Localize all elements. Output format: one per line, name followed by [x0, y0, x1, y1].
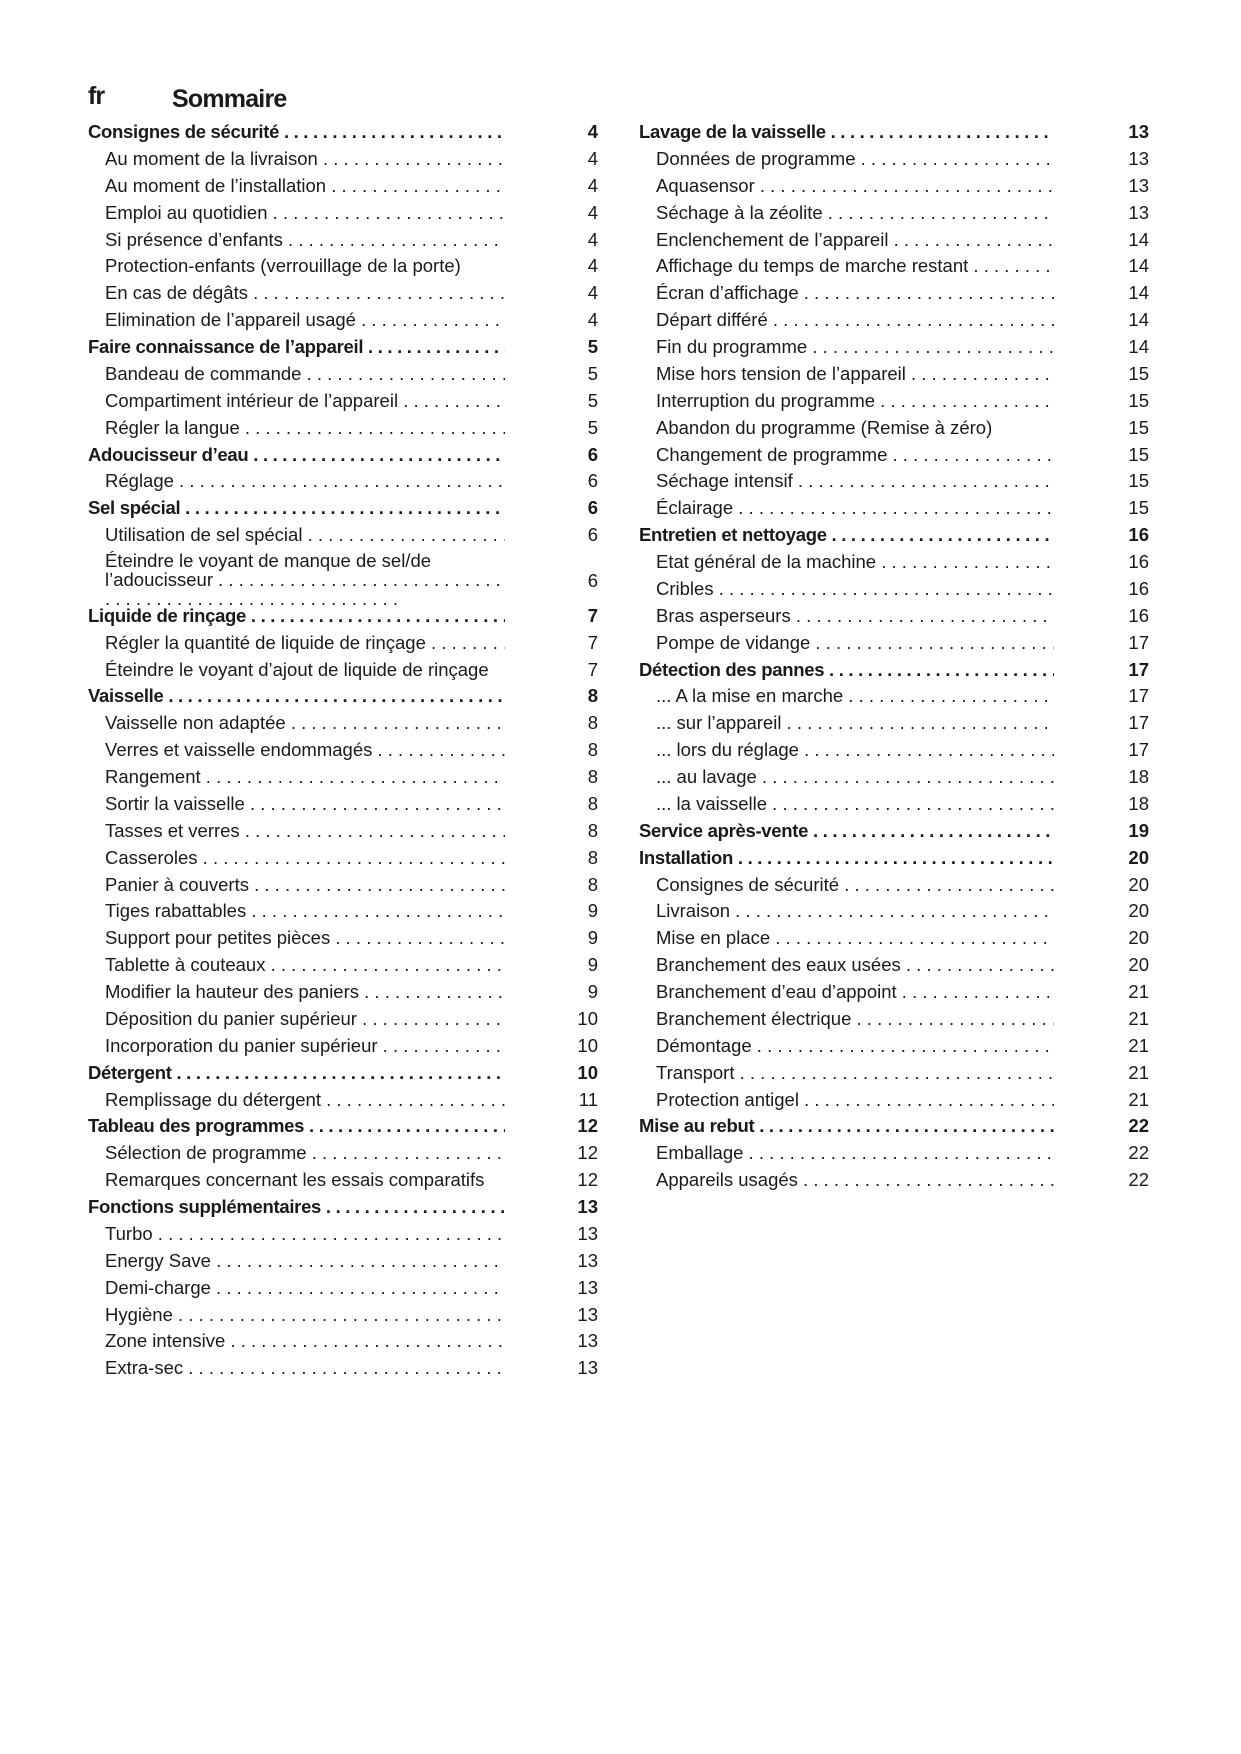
toc-entry-label: Régler la langue . . .	[105, 415, 505, 442]
toc-entry-label: Aquasensor . . .	[656, 173, 1054, 200]
toc-page-number: 5	[587, 389, 598, 411]
toc-section-entry	[639, 818, 1149, 845]
toc-page-number: 20	[1128, 927, 1149, 949]
toc-subentry	[639, 495, 1149, 522]
toc-page-number: 8	[587, 712, 598, 734]
toc-page-number: 8	[587, 685, 598, 707]
toc-page-number: 15	[1128, 470, 1149, 492]
toc-subentry	[639, 952, 1149, 979]
toc-entry-label: Sel spécial . . .	[88, 495, 505, 522]
toc-section-entry	[88, 495, 600, 522]
toc-page-number: 8	[587, 873, 598, 895]
toc-subentry	[639, 200, 1149, 227]
toc-subentry	[88, 1221, 600, 1248]
toc-entry-label: En cas de dégâts . . .	[105, 280, 505, 307]
toc-page-number: 4	[587, 282, 598, 304]
toc-subentry	[88, 1355, 600, 1382]
toc-entry-label: Remarques concernant les essais comparatifs	[105, 1169, 485, 1191]
toc-subentry	[88, 1167, 600, 1194]
toc-section-entry	[88, 1113, 600, 1140]
toc-page-number: 15	[1128, 443, 1149, 465]
toc-page-number: 18	[1128, 792, 1149, 814]
toc-entry-label: Hygiène . . .	[105, 1302, 505, 1329]
toc-subentry	[88, 549, 600, 603]
toc-page-number: 14	[1128, 309, 1149, 331]
toc-entry-label: Tiges rabattables . . .	[105, 898, 505, 925]
toc-page-number: 5	[587, 336, 598, 357]
toc-entry-label: Emballage . . .	[656, 1140, 1054, 1167]
toc-subentry	[88, 898, 600, 925]
toc-page-number: 6	[587, 470, 598, 492]
toc-page-number: 7	[587, 631, 598, 653]
toc-subentry	[639, 442, 1149, 469]
toc-entry-label: Abandon du programme (Remise à zéro)	[656, 416, 993, 438]
toc-entry-label: Détergent . . .	[88, 1060, 505, 1087]
toc-entry-label: Service après-vente . . .	[639, 818, 1054, 845]
toc-page-number: 12	[577, 1115, 598, 1137]
toc-page-number: 4	[587, 147, 598, 169]
toc-entry-label: Protection-enfants (verrouillage de la porte)	[105, 255, 461, 277]
toc-entry-label: Branchement électrique . . .	[656, 1006, 1054, 1033]
toc-entry-label: Cribles . . .	[656, 576, 1054, 603]
toc-entry-label: Etat général de la machine . . .	[656, 549, 1054, 576]
toc-page-number: 21	[1128, 1088, 1149, 1110]
toc-entry-label: Détection des pannes . . .	[639, 657, 1054, 684]
toc-subentry	[88, 657, 600, 684]
toc-entry-label: Mise hors tension de l’appareil . . .	[656, 361, 1054, 388]
toc-subentry	[639, 361, 1149, 388]
page-title: Sommaire	[172, 85, 287, 113]
toc-page-number: 4	[587, 174, 598, 196]
toc-page-number: 7	[587, 604, 598, 626]
toc-entry-label: Mise en place . . .	[656, 925, 1054, 952]
toc-entry-label: Éclairage . . .	[656, 495, 1054, 522]
toc-page-number: 17	[1128, 739, 1149, 761]
toc-section-entry	[88, 683, 600, 710]
toc-entry-label: Faire connaissance de l’appareil . . .	[88, 334, 505, 361]
toc-subentry	[639, 415, 1149, 442]
toc-page-number: 12	[577, 1142, 598, 1164]
toc-entry-label: Demi-charge . . .	[105, 1275, 505, 1302]
toc-entry-label: Elimination de l’appareil usagé . . .	[105, 307, 505, 334]
toc-subentry	[639, 710, 1149, 737]
toc-subentry	[88, 307, 600, 334]
toc-section-entry	[88, 442, 600, 469]
toc-page-number: 7	[587, 658, 598, 680]
toc-subentry	[88, 818, 600, 845]
toc-entry-label: Vaisselle non adaptée . . .	[105, 710, 505, 737]
toc-subentry	[88, 146, 600, 173]
toc-subentry	[639, 1033, 1149, 1060]
toc-subentry	[88, 1087, 600, 1114]
toc-page-number: 13	[577, 1303, 598, 1325]
toc-entry-label: Fin du programme . . .	[656, 334, 1054, 361]
toc-page-number: 13	[577, 1222, 598, 1244]
toc-subentry	[639, 1140, 1149, 1167]
toc-page-number: 16	[1128, 551, 1149, 572]
toc-entry-label: Verres et vaisselle endommagés . . .	[105, 737, 505, 764]
toc-page-number: 17	[1128, 631, 1149, 653]
toc-entry-label: Livraison . . .	[656, 898, 1054, 925]
toc-entry-label: Bras asperseurs . . .	[656, 603, 1054, 630]
toc-subentry	[639, 549, 1149, 576]
toc-page-number: 13	[577, 1276, 598, 1298]
toc-page-number: 6	[587, 443, 598, 465]
toc-right-column	[639, 119, 1149, 1194]
toc-entry-label: Utilisation de sel spécial . . .	[105, 522, 505, 549]
toc-subentry	[639, 872, 1149, 899]
toc-entry-label: Installation . . .	[639, 845, 1054, 872]
toc-subentry	[639, 146, 1149, 173]
toc-section-entry	[88, 1060, 600, 1087]
toc-page-number: 12	[577, 1169, 598, 1191]
toc-page-number: 17	[1128, 658, 1149, 680]
toc-entry-label: Tableau des programmes . . .	[88, 1113, 505, 1140]
toc-subentry	[88, 737, 600, 764]
toc-subentry	[639, 925, 1149, 952]
toc-subentry	[88, 522, 600, 549]
toc-entry-label: Départ différé . . .	[656, 307, 1054, 334]
toc-entry-label: Tablette à couteaux . . .	[105, 952, 505, 979]
toc-section-entry	[88, 119, 600, 146]
toc-subentry	[88, 764, 600, 791]
toc-entry-label: Écran d’affichage . . .	[656, 280, 1054, 307]
toc-entry-label: Déposition du panier supérieur . . .	[105, 1006, 505, 1033]
toc-page-number: 20	[1128, 873, 1149, 895]
toc-page-number: 5	[587, 362, 598, 384]
toc-subentry	[639, 603, 1149, 630]
toc-page-number: 4	[587, 309, 598, 331]
toc-page-number: 13	[577, 1330, 598, 1352]
toc-subentry	[639, 227, 1149, 254]
toc-entry-label: Turbo . . .	[105, 1221, 505, 1248]
toc-subentry	[88, 468, 600, 495]
toc-section-entry	[639, 1113, 1149, 1140]
toc-subentry	[639, 280, 1149, 307]
toc-page-number: 13	[577, 1196, 598, 1217]
toc-subentry	[639, 764, 1149, 791]
toc-page-number: 16	[1128, 577, 1149, 599]
toc-entry-label: Bandeau de commande . . .	[105, 361, 505, 388]
toc-entry-label: Lavage de la vaisselle . . .	[639, 119, 1054, 146]
toc-subentry	[88, 280, 600, 307]
toc-page-number: 22	[1128, 1115, 1149, 1137]
toc-entry-label: Si présence d’enfants . . .	[105, 227, 505, 254]
toc-subentry	[639, 253, 1149, 280]
toc-subentry	[639, 576, 1149, 603]
toc-page-number: 22	[1128, 1169, 1149, 1191]
toc-page-number: 15	[1128, 497, 1149, 519]
toc-page-number: 13	[1128, 121, 1149, 142]
toc-entry-label: Séchage à la zéolite . . .	[656, 200, 1054, 227]
toc-entry-label: Réglage . . .	[105, 468, 505, 495]
toc-subentry	[88, 1033, 600, 1060]
language-code: fr	[88, 82, 105, 110]
toc-entry-label: Panier à couverts . . .	[105, 872, 505, 899]
toc-entry-label: Éteindre le voyant d’ajout de liquide de rinçage	[105, 658, 489, 680]
toc-section-entry	[639, 657, 1149, 684]
toc-subentry	[88, 388, 600, 415]
toc-page-number: 19	[1128, 819, 1149, 841]
toc-entry-label: Casseroles . . .	[105, 845, 505, 872]
toc-subentry	[88, 1140, 600, 1167]
toc-entry-label: ... sur l’appareil . . .	[656, 710, 1054, 737]
toc-entry-label: Mise au rebut . . .	[639, 1113, 1054, 1140]
toc-subentry	[88, 791, 600, 818]
toc-section-entry	[88, 603, 600, 630]
toc-page-number: 17	[1128, 685, 1149, 707]
toc-page-number: 21	[1128, 1061, 1149, 1083]
toc-subentry	[88, 1248, 600, 1275]
toc-page-number: 18	[1128, 766, 1149, 787]
toc-entry-label: Emploi au quotidien . . .	[105, 200, 505, 227]
toc-entry-label: Rangement . . .	[105, 764, 505, 791]
toc-subentry	[88, 952, 600, 979]
toc-entry-label: Branchement d’eau d’appoint . . .	[656, 979, 1054, 1006]
toc-page-number: 9	[587, 954, 598, 976]
toc-page-number: 8	[587, 846, 598, 868]
toc-page-number: 15	[1128, 416, 1149, 438]
toc-page-number: 8	[587, 739, 598, 761]
toc-subentry	[88, 1328, 600, 1355]
toc-subentry	[88, 200, 600, 227]
toc-entry-label: Entretien et nettoyage . . .	[639, 522, 1054, 549]
toc-subentry	[88, 710, 600, 737]
toc-entry-label: Branchement des eaux usées . . .	[656, 952, 1054, 979]
toc-subentry	[88, 1006, 600, 1033]
toc-left-column	[88, 119, 600, 1382]
toc-subentry	[639, 791, 1149, 818]
toc-entry-label: Changement de programme . . .	[656, 442, 1054, 469]
toc-page-number: 6	[587, 497, 598, 519]
toc-entry-label: Modifier la hauteur des paniers . . .	[105, 979, 505, 1006]
toc-entry-label: Au moment de l’installation . . .	[105, 173, 505, 200]
toc-page-number: 9	[587, 981, 598, 1002]
toc-entry-label: Régler la quantité de liquide de rinçage . . .	[105, 630, 505, 657]
toc-subentry	[88, 845, 600, 872]
toc-subentry	[639, 683, 1149, 710]
toc-subentry	[88, 173, 600, 200]
toc-entry-label: Protection antigel . . .	[656, 1087, 1054, 1114]
toc-page-number: 6	[587, 570, 598, 591]
toc-entry-label: Affichage du temps de marche restant . . .	[656, 253, 1054, 280]
toc-entry-label: Compartiment intérieur de l’appareil . . .	[105, 388, 505, 415]
toc-section-entry	[639, 845, 1149, 872]
toc-entry-label: Consignes de sécurité . . .	[656, 872, 1054, 899]
toc-subentry	[639, 468, 1149, 495]
toc-entry-label: Fonctions supplémentaires . . .	[88, 1194, 505, 1221]
toc-page-number: 13	[1128, 201, 1149, 223]
toc-page-number: 4	[587, 228, 598, 250]
toc-page-number: 8	[587, 766, 598, 787]
toc-page-number: 20	[1128, 954, 1149, 976]
toc-entry-label: Appareils usagés . . .	[656, 1167, 1054, 1194]
toc-page-number: 21	[1128, 1034, 1149, 1056]
toc-page-number: 9	[587, 900, 598, 922]
toc-entry-label: Sortir la vaisselle . . .	[105, 791, 505, 818]
toc-entry-label: Interruption du programme . . .	[656, 388, 1054, 415]
toc-page-number: 11	[578, 1088, 598, 1110]
toc-subentry	[639, 1060, 1149, 1087]
toc-subentry	[88, 253, 600, 280]
toc-subentry	[639, 388, 1149, 415]
toc-entry-label: Transport . . .	[656, 1060, 1054, 1087]
toc-entry-label: Remplissage du détergent . . .	[105, 1087, 505, 1114]
toc-subentry	[88, 630, 600, 657]
toc-entry-label: Vaisselle . . .	[88, 683, 505, 710]
toc-page-number: 10	[577, 1007, 598, 1029]
toc-page-number: 21	[1128, 1007, 1149, 1029]
toc-page-number: 14	[1128, 255, 1149, 277]
toc-page-number: 6	[587, 524, 598, 546]
toc-subentry	[639, 737, 1149, 764]
toc-subentry	[639, 1087, 1149, 1114]
toc-subentry	[88, 872, 600, 899]
toc-entry-label: Zone intensive . . .	[105, 1328, 505, 1355]
toc-entry-label: Démontage . . .	[656, 1033, 1054, 1060]
toc-section-entry	[88, 334, 600, 361]
toc-page-number: 5	[587, 416, 598, 438]
toc-page-number: 13	[1128, 174, 1149, 196]
toc-entry-label: Support pour petites pièces . . .	[105, 925, 505, 952]
toc-subentry	[88, 361, 600, 388]
toc-page-number: 13	[577, 1249, 598, 1271]
toc-entry-label: ... la vaisselle . . .	[656, 791, 1054, 818]
toc-page-number: 14	[1128, 336, 1149, 357]
toc-page-number: 20	[1128, 900, 1149, 922]
toc-subentry	[639, 630, 1149, 657]
toc-page-number: 10	[577, 1034, 598, 1056]
toc-page-number: 8	[587, 792, 598, 814]
toc-page-number: 15	[1128, 362, 1149, 384]
toc-entry-label: Éteindre le voyant de manque de sel/de l’adoucisseur . . .	[105, 549, 505, 608]
toc-entry-label: Au moment de la livraison . . .	[105, 146, 505, 173]
toc-page-number: 10	[577, 1061, 598, 1083]
toc-entry-label: Energy Save . . .	[105, 1248, 505, 1275]
toc-page-number: 13	[577, 1357, 598, 1379]
toc-subentry	[88, 925, 600, 952]
toc-entry-label: Adoucisseur d’eau . . .	[88, 442, 505, 469]
toc-page-number: 4	[587, 121, 598, 142]
toc-subentry	[639, 334, 1149, 361]
toc-page-number: 14	[1128, 228, 1149, 250]
toc-subentry	[639, 979, 1149, 1006]
toc-entry-label: ... lors du réglage . . .	[656, 737, 1054, 764]
toc-subentry	[639, 1167, 1149, 1194]
toc-entry-label: Extra-sec . . .	[105, 1355, 505, 1382]
toc-page-number: 16	[1128, 524, 1149, 546]
toc-page-number: 13	[1128, 147, 1149, 169]
toc-page-number: 22	[1128, 1142, 1149, 1164]
toc-page-number: 8	[587, 819, 598, 841]
toc-entry-label: Sélection de programme . . .	[105, 1140, 505, 1167]
toc-entry-label: Données de programme . . .	[656, 146, 1054, 173]
toc-section-entry	[88, 1194, 600, 1221]
toc-subentry	[88, 415, 600, 442]
toc-page-number: 4	[587, 201, 598, 223]
toc-page-number: 21	[1128, 981, 1149, 1002]
toc-section-entry	[639, 522, 1149, 549]
toc-entry-label: Séchage intensif . . .	[656, 468, 1054, 495]
toc-entry-label: Tasses et verres . . .	[105, 818, 505, 845]
toc-entry-label: Liquide de rinçage . . .	[88, 603, 505, 630]
toc-page-number: 4	[587, 255, 598, 277]
toc-page-number: 17	[1128, 712, 1149, 734]
toc-section-entry	[639, 119, 1149, 146]
toc-subentry	[88, 1275, 600, 1302]
toc-entry-label: ... A la mise en marche . . .	[656, 683, 1054, 710]
toc-subentry	[639, 898, 1149, 925]
toc-subentry	[88, 1302, 600, 1329]
toc-subentry	[88, 979, 600, 1006]
toc-page-number: 20	[1128, 846, 1149, 868]
toc-entry-label: Incorporation du panier supérieur . . .	[105, 1033, 505, 1060]
toc-page-number: 9	[587, 927, 598, 949]
toc-entry-label: Consignes de sécurité . . .	[88, 119, 505, 146]
toc-entry-label: Enclenchement de l’appareil . . .	[656, 227, 1054, 254]
toc-subentry	[639, 1006, 1149, 1033]
toc-subentry	[88, 227, 600, 254]
toc-page-number: 14	[1128, 282, 1149, 304]
toc-subentry	[639, 173, 1149, 200]
toc-entry-label: ... au lavage . . .	[656, 764, 1054, 791]
toc-page-number: 16	[1128, 604, 1149, 626]
toc-entry-label: Pompe de vidange . . .	[656, 630, 1054, 657]
toc-subentry	[639, 307, 1149, 334]
toc-page-number: 15	[1128, 389, 1149, 411]
